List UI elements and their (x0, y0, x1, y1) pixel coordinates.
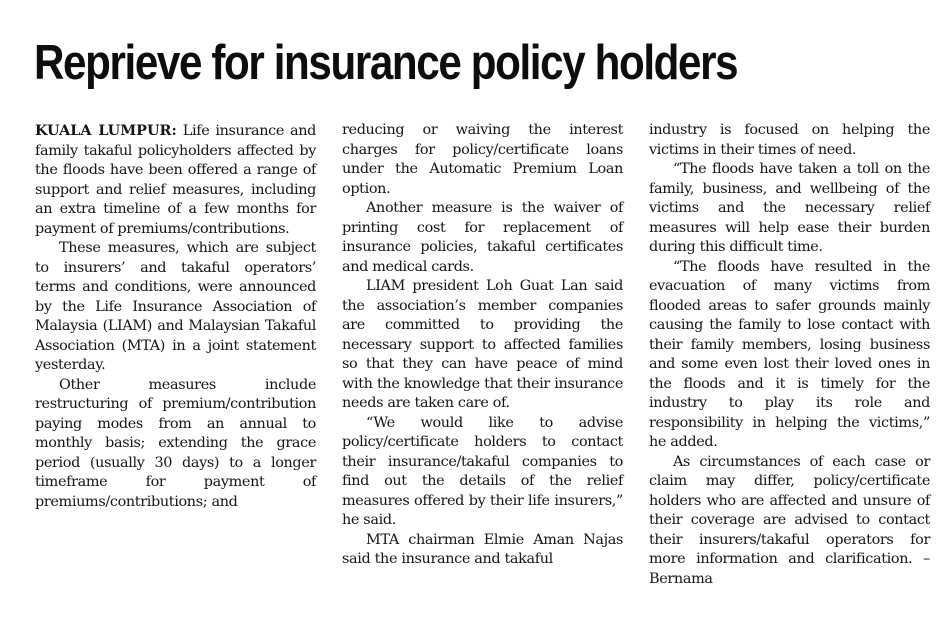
paragraph-continued: reducing or waiving the interest charges for policy/certificate loans under the Automatic Premium Loan option. (342, 122, 623, 197)
article-column-2 (342, 121, 623, 570)
article-column-3 (649, 121, 930, 589)
dateline: KUALA LUMPUR: (35, 122, 177, 139)
paragraph: MTA chairman Elmie Aman Najas said the insurance and takaful (342, 531, 623, 567)
paragraph: These measures, which are subject to insurers’ and takaful operators’ terms and conditions, were announced by the Life Insurance Association of Malaysia (LIAM) and Malaysian Takaful Association (MTA) in a joint statement yesterday. (35, 240, 316, 373)
paragraph: As circumstances of each case or claim may differ, policy/certificate holders who are affected and unsure of their coverage are advised to contact their insurers/takaful operators for more information and clarification. – Bernama (649, 453, 930, 587)
paragraph-continued: industry is focused on helping the victims in their times of need. (649, 122, 930, 158)
paragraph: Other measures include restructuring of premium/contribution paying modes from an annual to monthly basis; extending the grace period (usually 30 days) to a longer timeframe for payment of premiums/contributions; and (35, 376, 316, 510)
article-headline: Reprieve for insurance policy holders (34, 36, 738, 90)
paragraph: “The floods have resulted in the evacuation of many victims from flooded areas to safer grounds mainly causing the family to lose contact with their family members, losing business and some even lost their loved ones in the floods and it is timely for the industry to play its role and responsibility in helping the victims,” he added. (649, 258, 930, 450)
paragraph: Another measure is the waiver of printing cost for replacement of insurance policies, takaful certificates and medical cards. (342, 200, 623, 275)
article-column-1 (35, 121, 316, 512)
paragraph: LIAM president Loh Guat Lan said the association’s member companies are committed to providing the necessary support to affected families so that they can have peace of mind with the knowledge that their insurance needs are taken care of. (342, 278, 623, 411)
paragraph: “The floods have taken a toll on the family, business, and wellbeing of the victims and the necessary relief measures will help ease their burden during this difficult time. (649, 161, 930, 255)
article-body (35, 121, 930, 601)
lead-text: Life insurance and family takaful policyholders affected by the floods have been offered a range of support and relief measures, including an extra timeline of a few months for payment of premiums/contributions. (35, 123, 317, 237)
paragraph: “We would like to advise policy/certificate holders to contact their insurance/takaful companies to find out the details of the relief measures offered by their life insurers,” he said. (342, 414, 623, 528)
lead-paragraph (35, 121, 316, 239)
